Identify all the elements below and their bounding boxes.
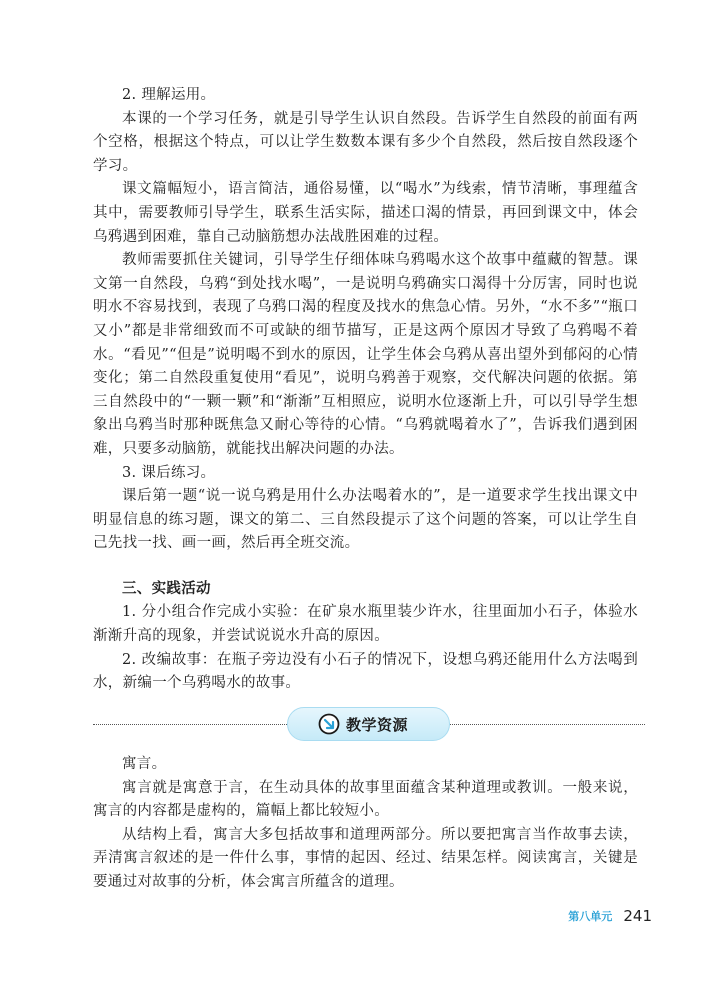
paragraph: 从结构上看，寓言大多包括故事和道理两部分。所以要把寓言当作故事去读，弄清寓言叙述的是一件什么事，事情的起因、经过、结果怎样。阅读寓言，关键是要通过对故事的分析，体会寓言所蕴含的道理。 [93,826,638,890]
arrow-circle-icon [318,713,340,735]
paragraph: 课后第一题“说一说乌鸦是用什么办法喝着水的”，是一道要求学生找出课文中明显信息的练习题，课文的第二、三自然段提示了这个问题的答案，可以让学生自己先找一找、画一画，然后再全班交流。 [93,488,638,552]
resource-text [93,753,638,895]
practice-item: 1. 分小组合作完成小实验：在矿泉水瓶里装少许水，往里面加小石子，体验水渐渐升高的现象，并尝试说说水升高的原因。 [93,604,638,645]
unit-label: 第八单元 [568,910,613,923]
resource-title: 寓言。 [122,756,167,772]
page-number: 241 [623,907,652,925]
paragraph: 教师需要抓住关键词，引导学生仔细体味乌鸦喝水这个故事中蕴藏的智慧。课文第一自然段，乌鸦“到处找水喝”，一是说明乌鸦确实口渴得十分厉害，同时也说明水不容易找到，表现了乌鸦口渴的程度及找水的焦急心情。另外，“水不多”“瓶口又小”都是非常细致而不可或缺的细节描写，正是这两个原因才导致了乌鸦喝不着水。“看见”“但是”说明喝不到水的原因，让学生体会乌鸦从喜出望外到郁闷的心情变化；第二自然段重复使用“看见”，说明乌鸦善于观察，交代解决问题的依据。第三自然段中的“一颗一颗”和“渐渐”互相照应，说明水位逐渐上升，可以引导学生想象出乌鸦当时那种既焦急又耐心等待的心情。“乌鸦就喝着水了”，告诉我们遇到困难，只要多动脑筋，就能找出解决问题的办法。 [93,252,638,457]
resource-divider [93,707,645,743]
section-2-title: 2. 理解运用。 [122,87,216,103]
resource-banner-label: 教学资源 [346,716,409,734]
page-footer [568,906,652,925]
paragraph: 本课的一个学习任务，就是引导学生认识自然段。告诉学生自然段的前面有两个空格，根据这个特点，可以让学生数数本课有多少个自然段，然后按自然段逐个学习。 [93,110,638,174]
spacer [93,556,638,578]
practice-item: 2. 改编故事：在瓶子旁边没有小石子的情况下，设想乌鸦还能用什么方法喝到水，新编一个乌鸦喝水的故事。 [93,651,638,692]
paragraph: 课文篇幅短小，语言简洁，通俗易懂，以“喝水”为线索，情节清晰，事理蕴含其中，需要教师引导学生，联系生活实际，描述口渴的情景，再回到课文中，体会乌鸦遇到困难，靠自己动脑筋想办法战胜困难的过程。 [93,181,638,245]
practice-heading: 三、实践活动 [122,580,211,597]
resource-banner [287,707,450,741]
section-3-title: 3. 课后练习。 [122,464,216,481]
main-text [93,84,638,696]
paragraph: 寓言就是寓意于言，在生动具体的故事里面蕴含某种道理或教训。一般来说，寓言的内容都是虚构的，篇幅上都比较短小。 [93,779,638,820]
